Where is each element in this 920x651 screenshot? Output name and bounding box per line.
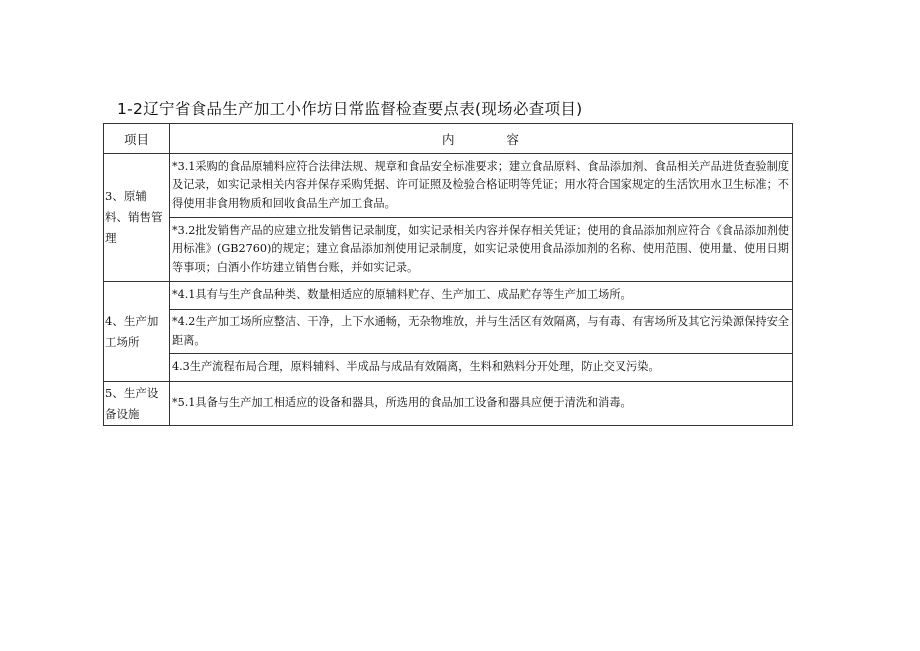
category-cell: 4、生产加工场所: [104, 282, 170, 382]
content-cell: 4.3生产流程布局合理，原料辅料、半成品与成品有效隔离，生料和熟料分开处理，防止交叉污染。: [170, 354, 793, 382]
content-cell: *3.1采购的食品原辅料应符合法律法规、规章和食品安全标准要求；建立食品原料、食品添加剂、食品相关产品进货查验制度及记录，如实记录相关内容并保存采购凭据、许可证照及检验合格证明等凭证；用水符合国家规定的生活饮用水卫生标准；不得使用非食用物质和回收食品生产加工食品。: [170, 154, 793, 218]
content-cell: *3.2批发销售产品的应建立批发销售记录制度，如实记录相关内容并保存相关凭证；使用的食品添加剂应符合《食品添加剂使用标准》(GB2760)的规定；建立食品添加剂使用记录制度，如实记录使用食品添加剂的名称、使用范围、使用量、使用日期等事项；白酒小作坊建立销售台账，并如实记录。: [170, 218, 793, 282]
page-title: 1-2辽宁省食品生产加工小作坊日常监督检查要点表(现场必查项目): [117, 100, 583, 118]
table-row: [104, 218, 793, 282]
category-cell: 5、生产设备设施: [104, 382, 170, 426]
table-row: [104, 282, 793, 310]
table-row: [104, 310, 793, 354]
header-content: 内容: [170, 124, 793, 154]
header-item: 项目: [104, 124, 170, 154]
table-row: [104, 354, 793, 382]
table-header-row: [104, 124, 793, 154]
table-row: [104, 154, 793, 218]
content-cell: *4.2生产加工场所应整洁、干净，上下水通畅，无杂物堆放，并与生活区有效隔离，与有毒、有害场所及其它污染源保持安全距离。: [170, 310, 793, 354]
category-cell: 3、原辅料、销售管理: [104, 154, 170, 282]
content-cell: *4.1具有与生产食品种类、数量相适应的原辅料贮存、生产加工、成品贮存等生产加工场所。: [170, 282, 793, 310]
table-row: [104, 382, 793, 426]
content-cell: *5.1具备与生产加工相适应的设备和器具，所选用的食品加工设备和器具应便于清洗和消毒。: [170, 382, 793, 426]
inspection-table: [103, 123, 793, 426]
